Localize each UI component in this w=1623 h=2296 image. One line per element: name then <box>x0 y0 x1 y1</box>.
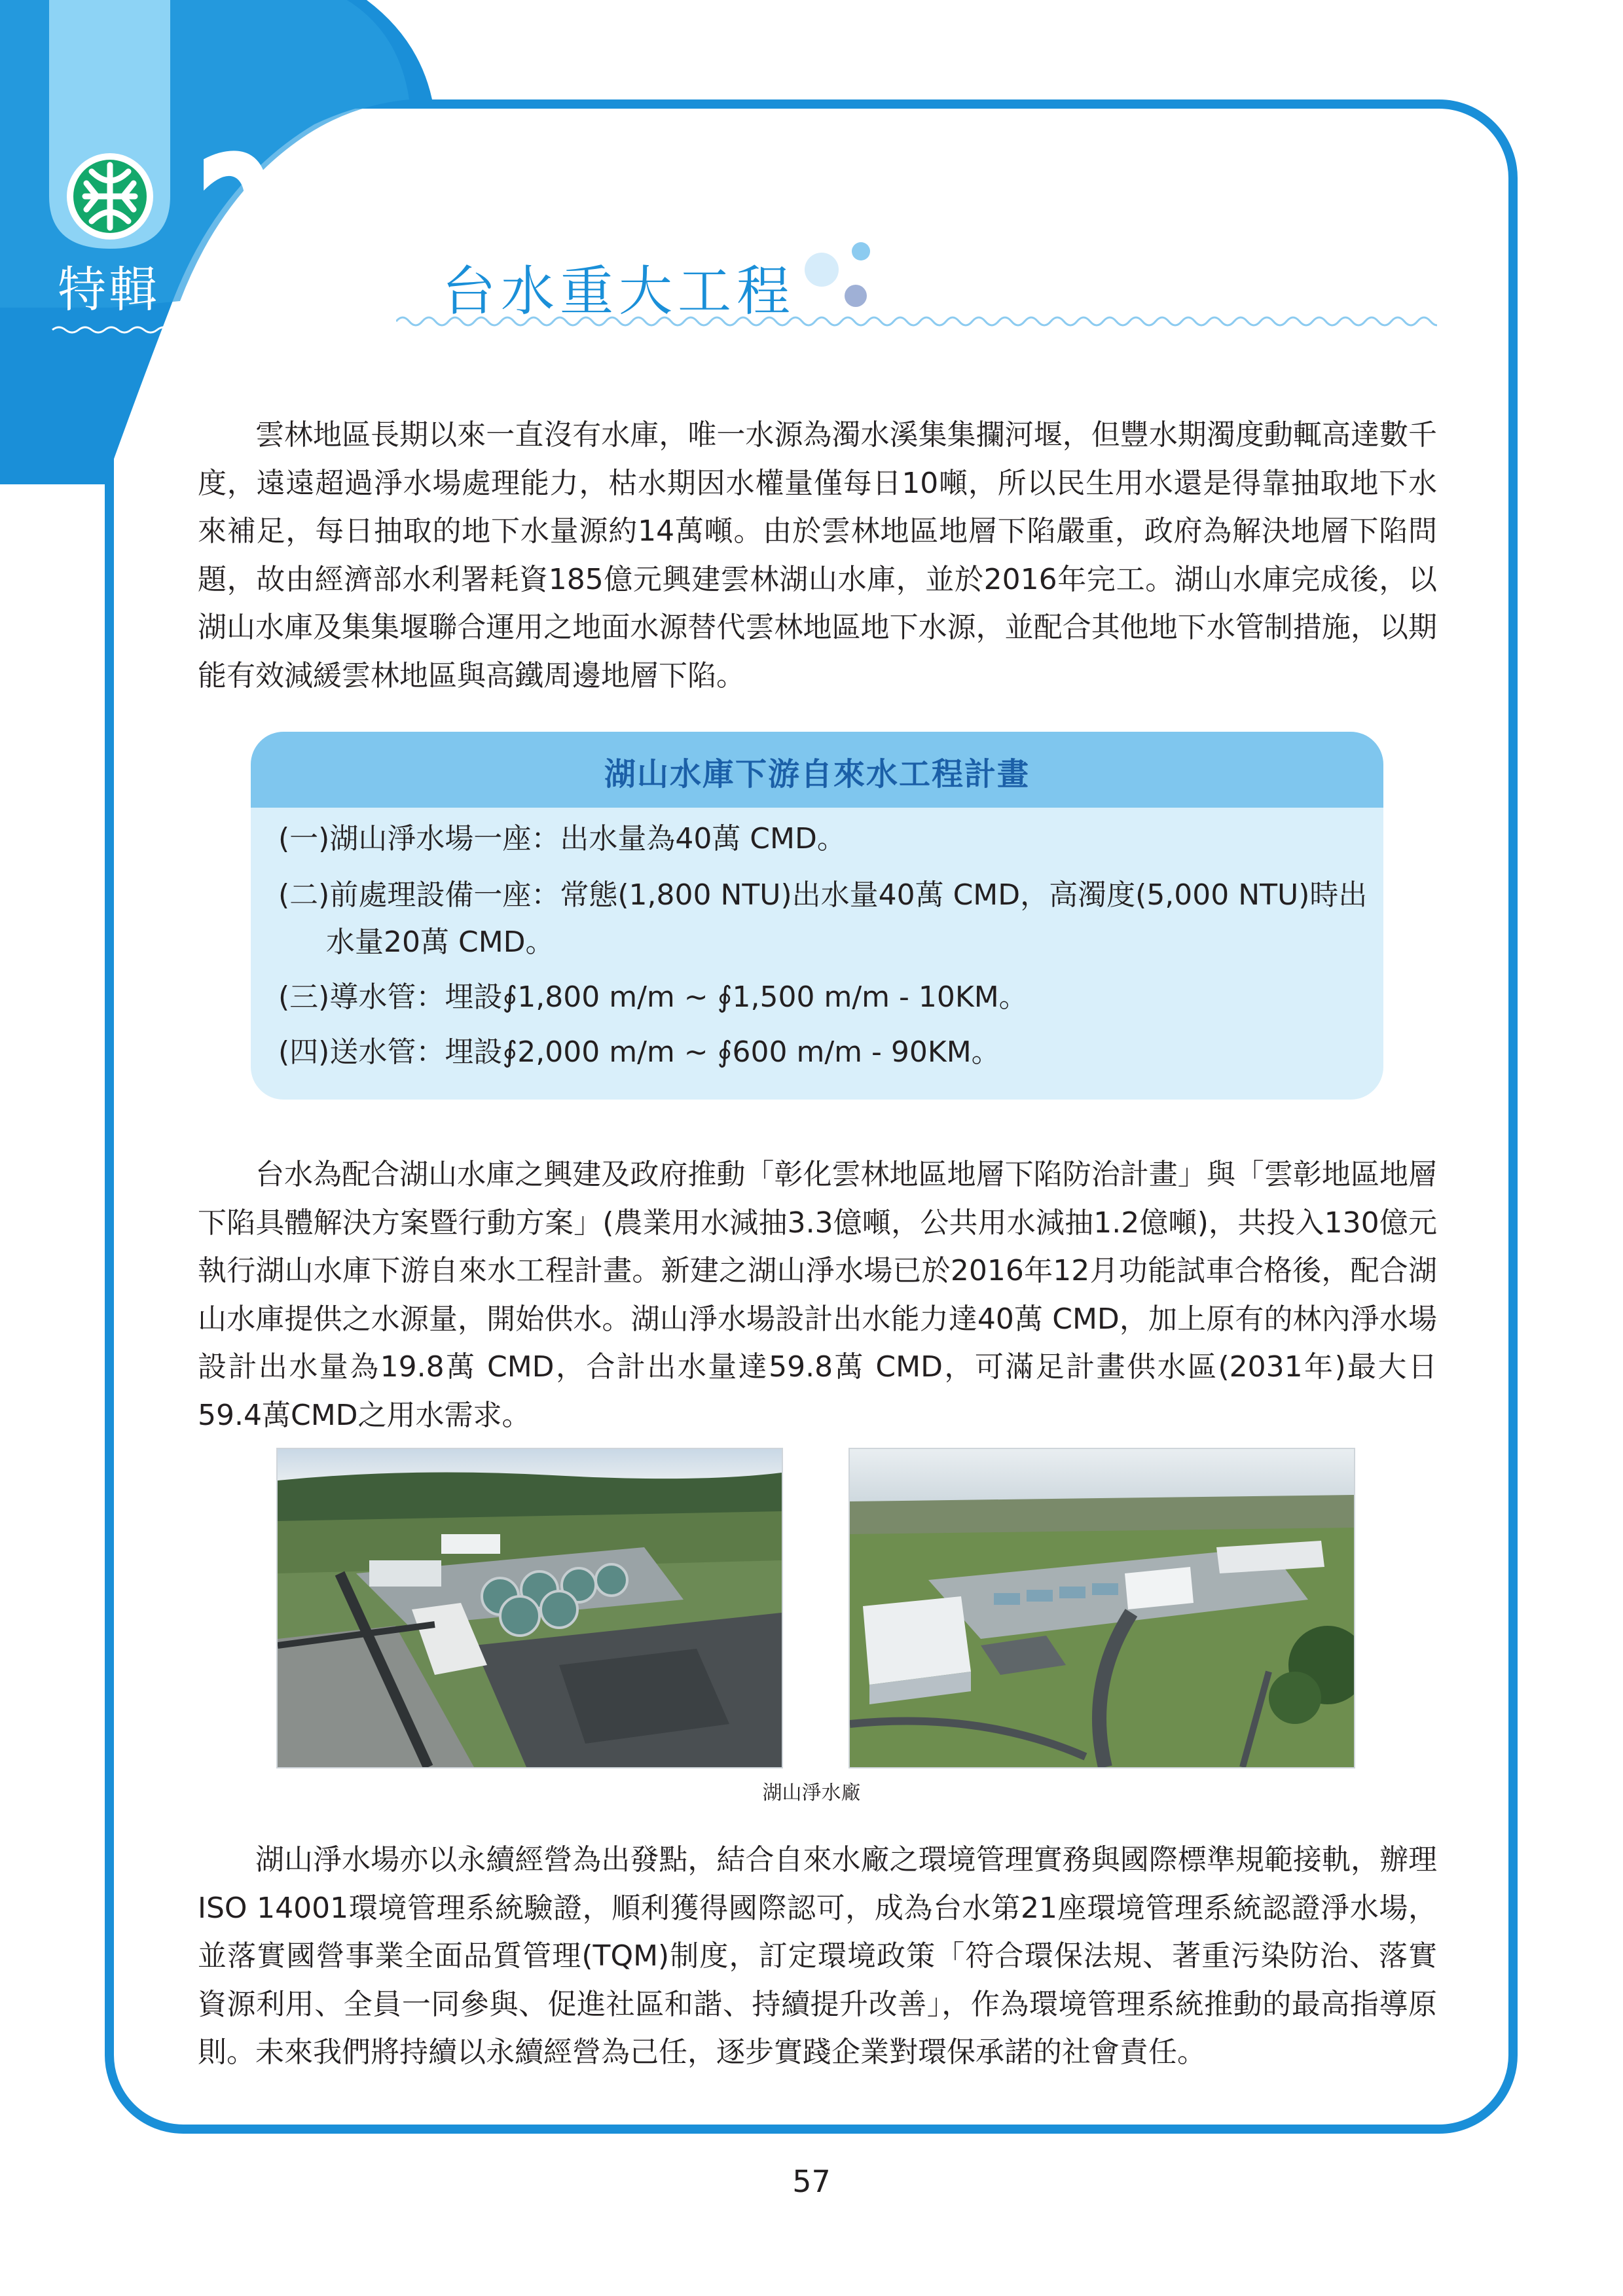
plan-item-2: (二)前處理設備一座：常態(1,800 NTU)出水量40萬 CMD，高濁度(5,000 NTU)時出 <box>278 878 1368 912</box>
plan-box-title: 湖山水庫下游自來水工程計畫 <box>604 756 1030 793</box>
page-number: 57 <box>792 2164 831 2199</box>
title-wave-divider <box>396 313 1437 330</box>
plan-item-2-continued: 水量20萬 CMD。 <box>326 925 555 959</box>
body-paragraph-1: 雲林地區長期以來一直沒有水庫，唯一水源為濁水溪集集攔河堰，但豐水期濁度動輒高達數千度，遠遠超過淨水場處理能力，枯水期因水權量僅每日10噸，所以民生用水還是得靠抽取地下水來補足，每日抽取的地下水量源約14萬噸。由於雲林地區地層下陷嚴重，政府為解決地層下陷問題，故由經濟部水利署耗資185億元興建雲林湖山水庫，並於2016年完工。湖山水庫完成後，以湖山水庫及集集堰聯合運用之地面水源替代雲林地區地下水源，並配合其他地下水管制措施，以期能有效減緩雲林地區與高鐵周邊地層下陷。 <box>198 418 1437 692</box>
water-logo-icon <box>67 153 153 240</box>
plan-item-4: (四)送水管：埋設∮2,000 m/m ~ ∮600 m/m - 90KM。 <box>278 1035 1000 1069</box>
plant-aerial-photo-1 <box>276 1448 783 1768</box>
body-paragraph-2: 台水為配合湖山水庫之興建及政府推動「彰化雲林地區地層下陷防治計畫」與「雲彰地區地層下陷具體解決方案暨行動方案」(農業用水減抽3.3億噸，公共用水減抽1.2億噸)，共投入130億元執行湖山水庫下游自來水工程計畫。新建之湖山淨水場已於2016年12月功能試車合格後，配合湖山水庫提供之水源量，開始供水。湖山淨水場設計出水能力達40萬 CMD，加上原有的林內淨水場設計出水量為19.8萬 CMD，合計出水量達59.8萬 CMD，可滿足計畫供水區(2031年)最大日59.4萬CMD之用水需求。 <box>198 1158 1437 1432</box>
body-paragraph-3: 湖山淨水場亦以永續經營為出發點，結合自來水廠之環境管理實務與國際標準規範接軌，辦理ISO 14001環境管理系統驗證，順利獲得國際認可，成為台水第21座環境管理系統認證淨水場，並落實國營事業全面品質管理(TQM)制度，訂定環境政策「符合環保法規、著重污染防治、落實資源利用、全員一同參與、促進社區和諧、持續提升改善」，作為環境管理系統推動的最高指導原則。未來我們將持續以永續經營為己任，逐步實踐企業對環保承諾的社會責任。 <box>198 1843 1437 2069</box>
plan-item-1: (一)湖山淨水場一座：出水量為40萬 CMD。 <box>278 822 846 855</box>
plan-item-3: (三)導水管：埋設∮1,800 m/m ~ ∮1,500 m/m - 10KM。 <box>278 980 1028 1014</box>
feature-badge-label: 特輯 <box>58 262 160 318</box>
plant-aerial-photo-2 <box>848 1448 1355 1768</box>
plan-info-box <box>251 732 1383 1100</box>
feature-badge-number: 2 <box>194 115 279 343</box>
photo-caption: 湖山淨水廠 <box>762 1782 861 1804</box>
bubble-dots-icon <box>802 237 881 309</box>
section-title: 台水重大工程 <box>442 260 796 323</box>
